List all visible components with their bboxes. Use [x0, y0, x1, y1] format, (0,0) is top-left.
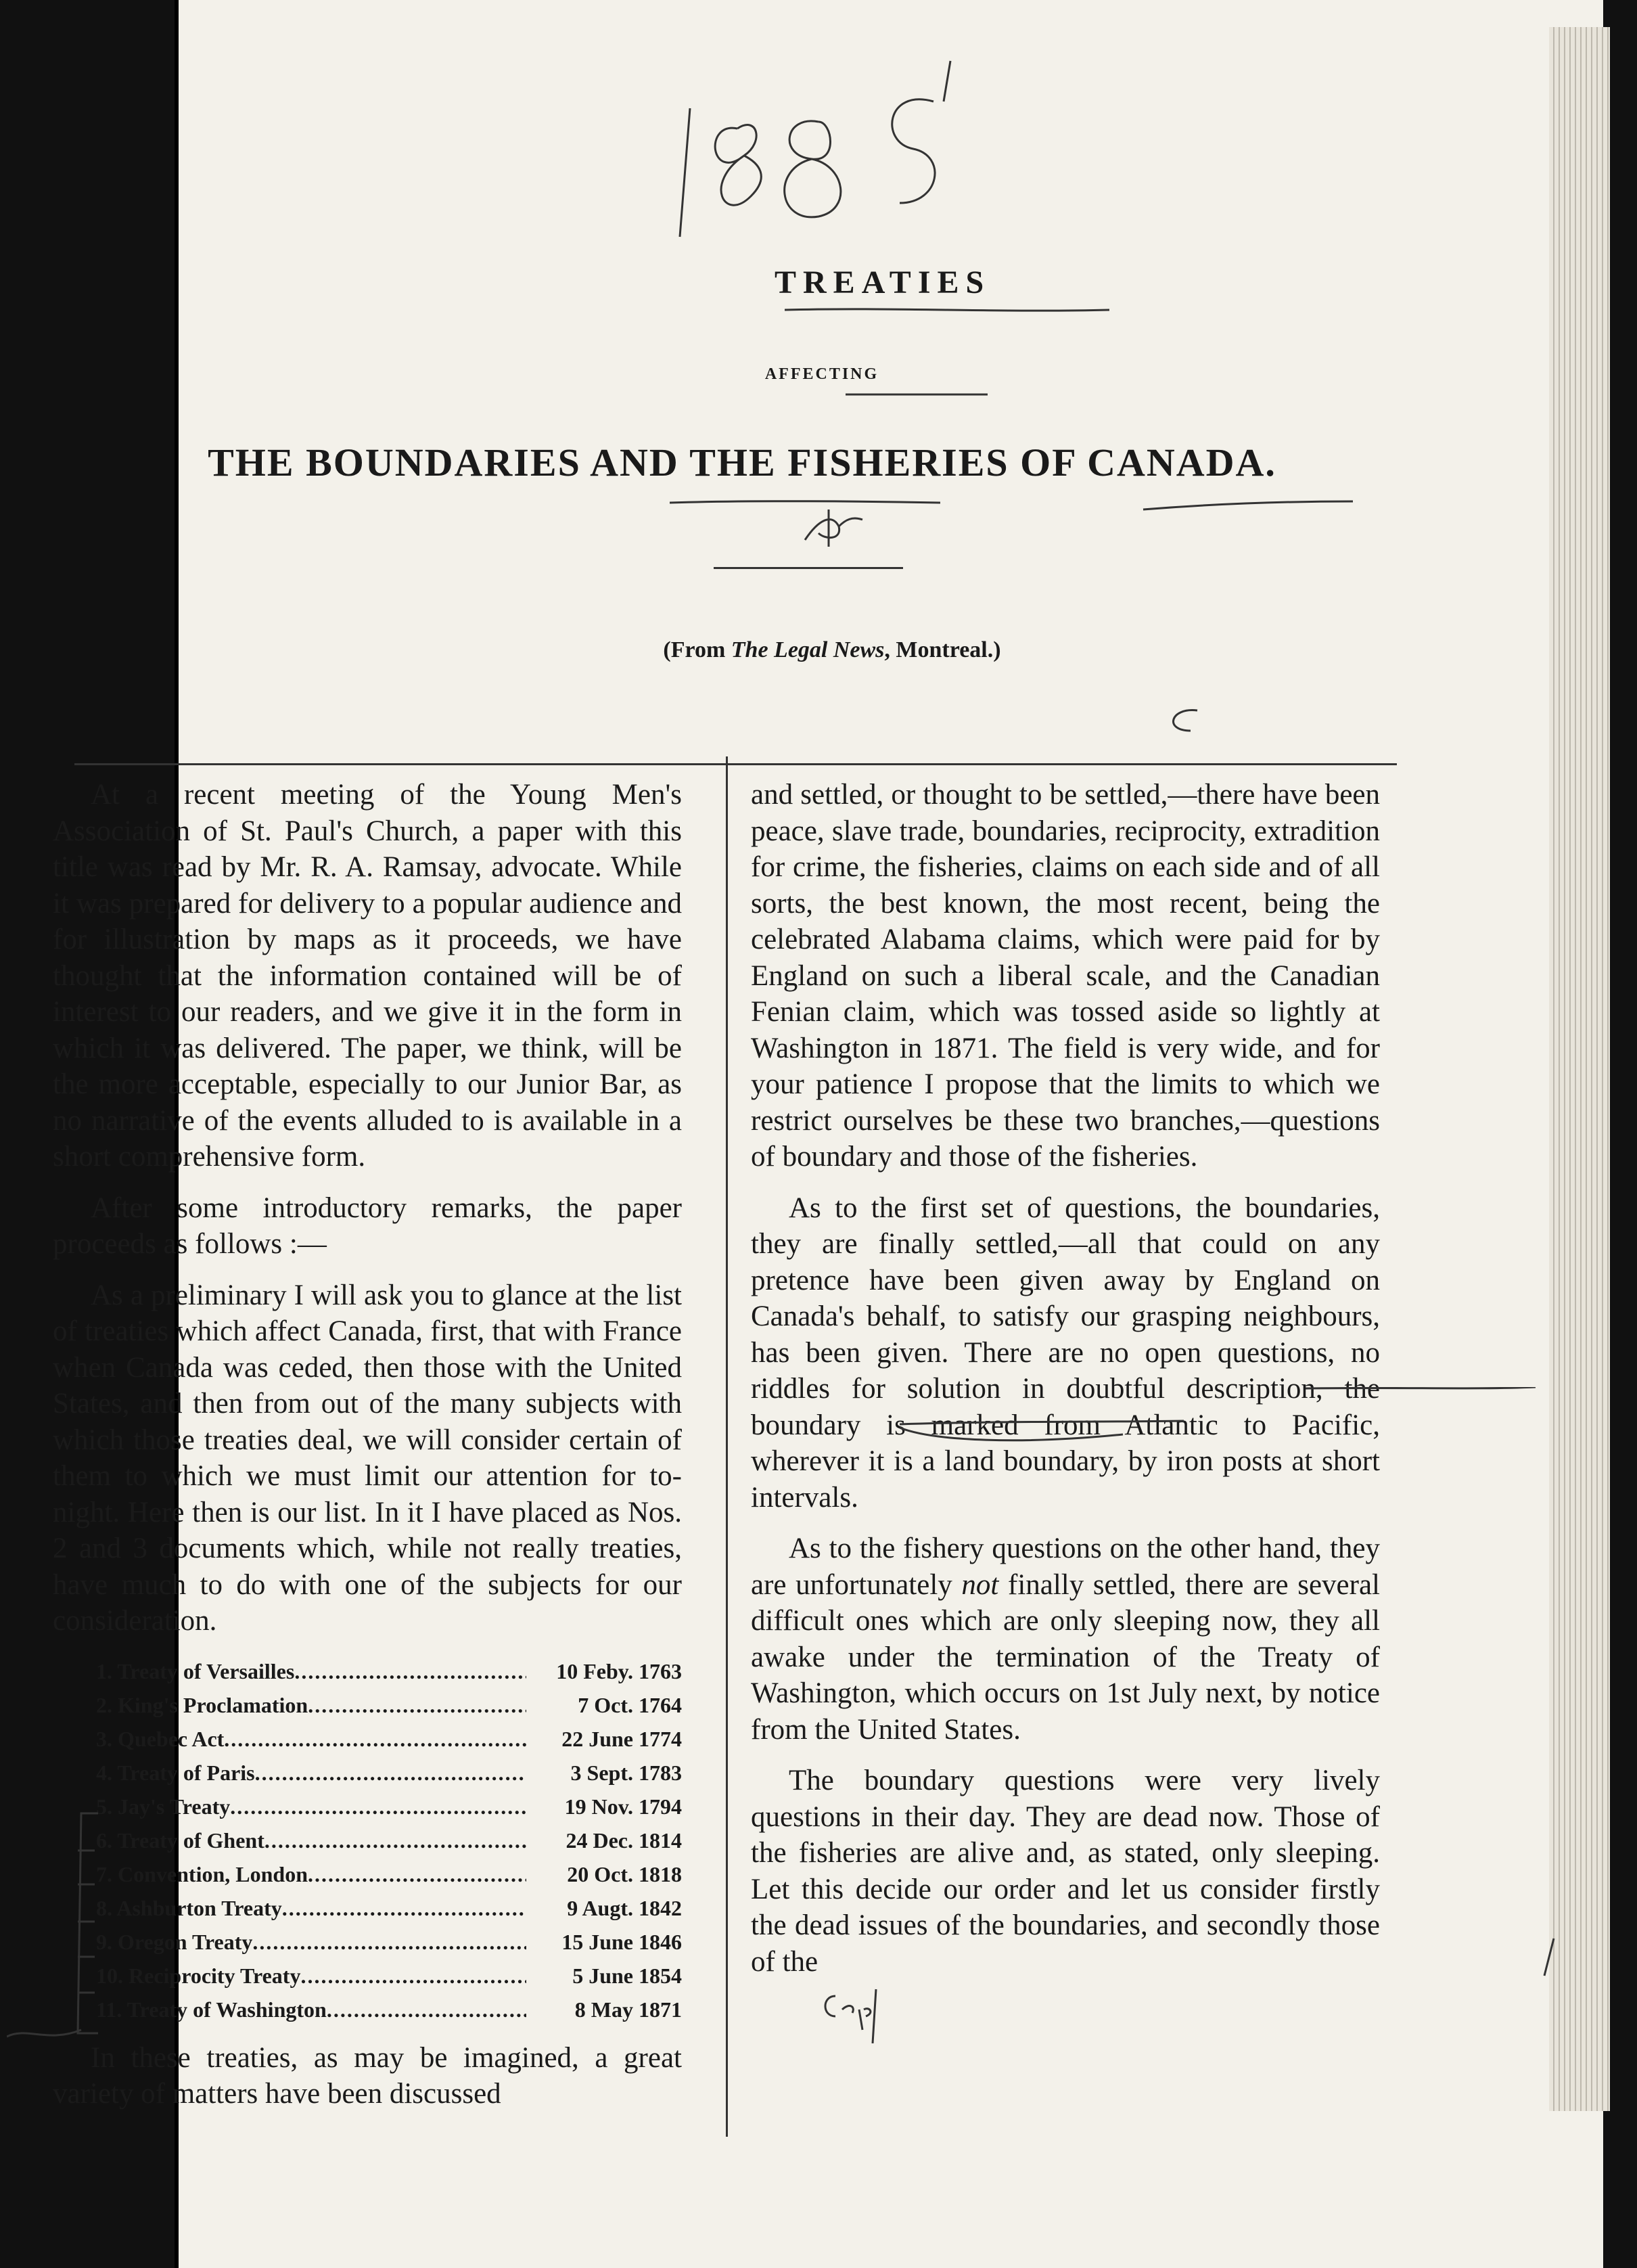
paragraph: As to the first set of questions, the boundaries, they are finally settled,—all that could on any pretence have been given away by England on Canada's behalf, to satisfy our grasping neighbours, has been given. There are no open questions, no riddles for solution in doubtful description, the boundary is marked from Atlantic to Pacific, wherever it is a land boundary, by iron posts at short intervals. — [751, 1192, 1380, 1514]
header-rule — [714, 567, 903, 569]
list-item: 1. Treaty of Versailles ..... 10 Feby. 1763 — [96, 1654, 682, 1688]
paragraph: The boundary questions were very lively questions in their day. They are dead now. Those of the fisheries are alive and, as stated, only sleeping. Let this decide our order and let us consider firstly the dead issues of the boundaries, and secondly those of the — [751, 1765, 1380, 1978]
list-item: 5. Jay's Treaty ..... 19 Nov. 1794 — [96, 1790, 682, 1823]
list-item: 10. Reciprocity Treaty ..... 5 June 1854 — [96, 1959, 682, 1993]
source-publication: The Legal News — [731, 637, 885, 662]
source-attribution: (From The Legal News, Montreal.) — [663, 637, 1001, 662]
list-item: 8. Ashburton Treaty ..... 9 Augt. 1842 — [96, 1891, 682, 1925]
list-item: 3. Quebec Act ..... 22 June 1774 — [96, 1722, 682, 1756]
pencil-bracket — [61, 1800, 108, 2057]
column-divider — [726, 756, 728, 2137]
paragraph: As to the fishery questions on the other hand, they are unfortunately not finally settled, there are several difficult ones which are only sleeping now, they all awake under the termination of the Treaty of Washington, which occurs on 1st July next, by notice from the United States. — [751, 1533, 1380, 1746]
pencil-mark — [1157, 704, 1211, 738]
title-affecting: AFFECTING — [764, 365, 879, 383]
column-top-rule — [74, 763, 1397, 765]
paragraph: At a recent meeting of the Young Men's Association of St. Paul's Church, a paper with this title was read by Mr. R. A. Ramsay, advocate. While it was prepared for delivery to a popular audience and for illustration by maps as it proceeds, we have thought that the information contained will be of interest to our readers, and we give it in the form in which it was delivered. The paper, we think, will be the more acceptable, especially to our Junior Bar, as no narrative of the events alluded to is available in a short comprehensive form. — [53, 779, 682, 1173]
list-item: 9. Oregon Treaty ..... 15 June 1846 — [96, 1925, 682, 1959]
document-subtitle: THE BOUNDARIES AND THE FISHERIES OF CANADA. — [208, 440, 1276, 484]
pencil-mark — [798, 506, 866, 553]
list-item: 2. King's Proclamation ..... 7 Oct. 1764 — [96, 1688, 682, 1722]
handwritten-year-annotation — [663, 47, 974, 244]
affecting-underline — [846, 391, 988, 398]
paragraph: and settled, or thought to be settled,—there have been peace, slave trade, boundaries, reciprocity, extradition for crime, the fisheries, claims on each side and of all sorts, the best known, the most recent, being the celebrated Alabama claims, which were paid for by England on such a liberal scale, and the Canadian Fenian claim, which was tossed aside so lightly at Washington in 1871. The field is very wide, and for your patience I propose that the limits to which we restrict ourselves be these two branches,—questions of boundary and those of the fisheries. — [751, 779, 1380, 1173]
list-item: 11. Treaty of Washington ..... 8 May 1871 — [96, 1993, 682, 2026]
right-column — [751, 777, 1380, 1995]
list-item: 6. Treaty of Ghent ..... 24 Dec. 1814 — [96, 1823, 682, 1857]
list-item: 4. Treaty of Paris ..... 3 Sept. 1783 — [96, 1756, 682, 1790]
subtitle-pencil-underline — [670, 497, 1353, 515]
paragraph: After some introductory remarks, the paper proceeds as follows :— — [53, 1192, 682, 1260]
document-title: TREATIES — [775, 265, 991, 300]
paragraph: In these treaties, as may be imagined, a great variety of matters have been discussed — [53, 2041, 682, 2110]
list-item: 7. Convention, London ..... 20 Oct. 1818 — [96, 1857, 682, 1891]
pencil-arrow-mark — [7, 2020, 88, 2047]
left-column — [53, 777, 682, 2127]
pencil-tick-mark — [1539, 1935, 1559, 1982]
page-edges — [1549, 27, 1610, 2111]
pencil-underline-passage — [900, 1387, 1542, 1448]
title-underline — [785, 306, 1109, 314]
paragraph: As a preliminary I will ask you to glance at the list of treaties which affect Canada, first, that with France when Canada was ceded, then those with the United States, and then from out of the many subjects with which those treaties deal, we will consider certain of them to which we must limit our attention for to-night. Here then is our list. In it I have placed as Nos. 2 and 3 documents which, while not really treaties, have much to do with one of the subjects for our consideration. — [53, 1279, 682, 1637]
treaty-list — [53, 1654, 682, 2026]
